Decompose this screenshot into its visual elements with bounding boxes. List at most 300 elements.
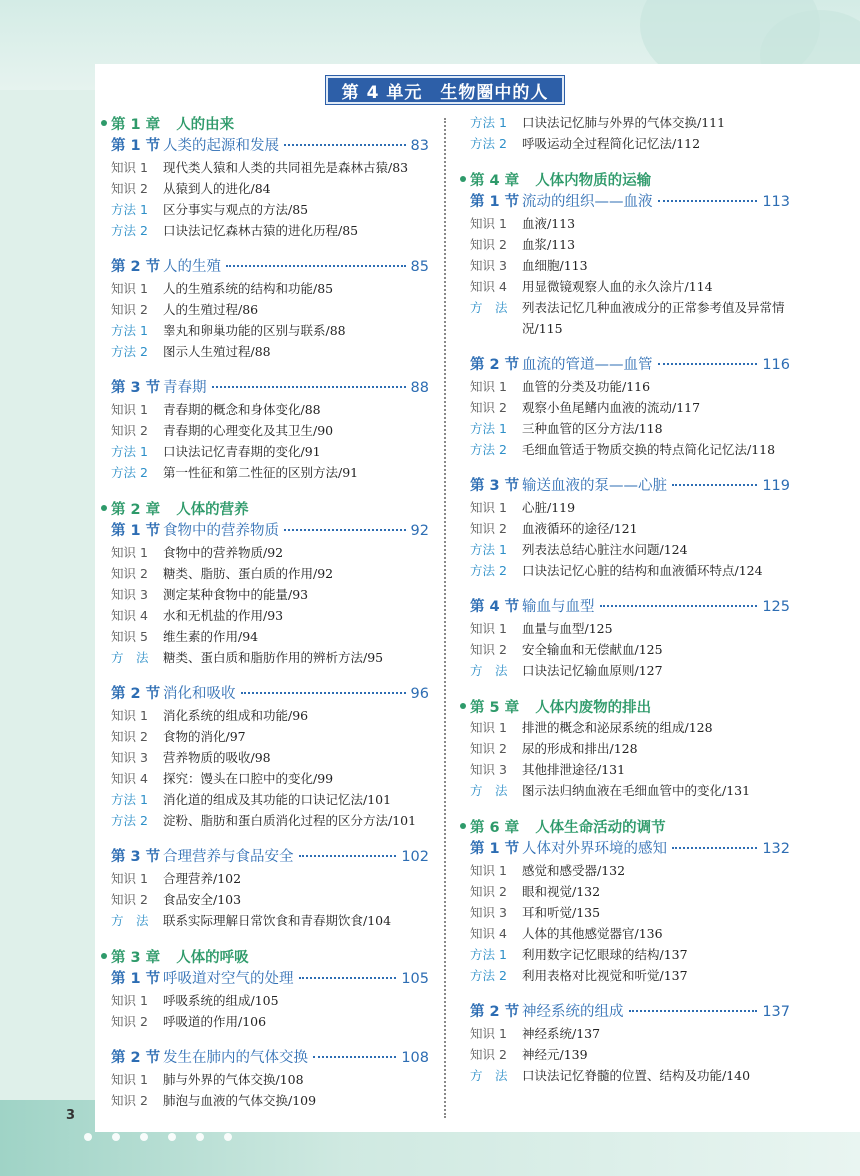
toc-item — [111, 157, 429, 178]
toc-item — [470, 439, 790, 460]
item-tag: 知识 2 — [111, 181, 148, 196]
toc-item — [470, 944, 790, 965]
item-tag: 知识 2 — [111, 729, 148, 744]
toc-item — [111, 747, 429, 768]
toc-item — [111, 299, 429, 320]
item-text: 血管的分类及功能/116 — [522, 379, 651, 394]
item-tag: 知识 1 — [111, 402, 148, 417]
section-heading — [111, 376, 429, 399]
chapter-title: 人体内物质的运输 — [535, 172, 652, 189]
chapter-heading — [101, 945, 429, 967]
section-page-number: 92 — [410, 523, 429, 539]
toc-item — [470, 234, 790, 255]
section-label: 第 1 节 — [470, 194, 520, 210]
item-text: 观察小鱼尾鳍内血液的流动/117 — [522, 400, 701, 415]
dot-leader — [672, 847, 757, 849]
toc-item — [470, 497, 790, 518]
item-tag: 知识 2 — [470, 400, 507, 415]
section-label: 第 1 节 — [111, 971, 161, 987]
toc-item — [111, 399, 429, 420]
item-tag: 知识 3 — [470, 762, 507, 777]
item-text: 食物中的营养物质/92 — [163, 545, 284, 560]
toc-item — [111, 626, 429, 647]
spacer — [470, 801, 790, 815]
item-text: 图示人生殖过程/88 — [163, 344, 271, 359]
item-tag: 方法 2 — [111, 465, 148, 480]
chapter-title: 人体生命活动的调节 — [535, 819, 666, 836]
item-tag: 方 法 — [470, 663, 508, 678]
item-tag: 方 法 — [470, 300, 508, 315]
spacer — [470, 581, 790, 595]
section-heading — [111, 1046, 429, 1069]
item-text: 尿的形成和排出/128 — [522, 741, 638, 756]
toc-item — [470, 539, 790, 560]
item-tag: 知识 2 — [470, 237, 507, 252]
section-page-number: 137 — [762, 1004, 790, 1020]
toc-item — [111, 889, 429, 910]
item-tag: 方 法 — [470, 1068, 508, 1083]
chapter-heading — [460, 695, 790, 717]
dot — [140, 1133, 148, 1141]
toc-item — [111, 605, 429, 626]
item-text: 血细胞/113 — [522, 258, 588, 273]
dot-leader — [600, 605, 758, 607]
dot — [84, 1133, 92, 1141]
dot-leader — [299, 855, 397, 857]
chapter-heading — [101, 112, 429, 134]
section-title: 发生在肺内的气体交换 — [163, 1050, 308, 1066]
item-tag: 知识 1 — [470, 720, 507, 735]
section-page-number: 96 — [410, 686, 429, 702]
section-title: 消化和吸收 — [163, 686, 236, 702]
section-page-number: 119 — [762, 478, 790, 494]
section-heading — [111, 845, 429, 868]
item-tag: 知识 4 — [111, 608, 148, 623]
item-text: 青春期的概念和身体变化/88 — [163, 402, 321, 417]
section-heading — [111, 519, 429, 542]
item-text: 口诀法记忆肺与外界的气体交换/111 — [522, 115, 726, 130]
item-text: 人的生殖系统的结构和功能/85 — [163, 281, 334, 296]
item-text: 测定某种食物中的能量/93 — [163, 587, 309, 602]
item-text: 排泄的概念和泌尿系统的组成/128 — [522, 720, 713, 735]
item-text: 呼吸道的作用/106 — [163, 1014, 267, 1029]
item-tag: 方法 1 — [470, 542, 507, 557]
chapter-heading — [460, 815, 790, 837]
toc-item — [470, 518, 790, 539]
section-page-number: 105 — [401, 971, 429, 987]
item-tag: 方法 1 — [470, 115, 507, 130]
spacer — [111, 362, 429, 376]
item-tag: 知识 4 — [470, 926, 507, 941]
item-text: 睾丸和卵巢功能的区别与联系/88 — [163, 323, 346, 338]
toc-item — [470, 780, 790, 801]
toc-item — [111, 420, 429, 441]
chapter-title: 人体的呼吸 — [176, 949, 249, 966]
section-heading — [111, 967, 429, 990]
dot-leader — [226, 265, 406, 267]
toc-item — [111, 910, 429, 931]
section-heading — [470, 837, 790, 860]
item-tag: 知识 1 — [470, 379, 507, 394]
item-tag: 知识 1 — [470, 500, 507, 515]
section-heading — [470, 190, 790, 213]
toc-item — [470, 276, 790, 297]
unit-title-banner: 第 4 单元 生物圈中的人 — [326, 76, 564, 104]
item-tag: 知识 1 — [470, 621, 507, 636]
section-title: 输血与血型 — [522, 599, 595, 615]
dot — [168, 1133, 176, 1141]
item-text: 血液/113 — [522, 216, 576, 231]
chapter-label: 第 2 章 — [111, 501, 161, 518]
item-tag: 方法 1 — [470, 947, 507, 962]
dot-leader — [284, 144, 406, 146]
item-text: 淀粉、脂肪和蛋白质消化过程的区分方法/101 — [163, 813, 417, 828]
toc-item — [470, 759, 790, 780]
item-tag: 方法 2 — [470, 442, 507, 457]
toc-item — [470, 923, 790, 944]
spacer — [470, 154, 790, 168]
toc-item — [111, 768, 429, 789]
toc-item — [470, 133, 790, 154]
item-text: 图示法归纳血液在毛细血管中的变化/131 — [522, 783, 751, 798]
dot — [224, 1133, 232, 1141]
section-title: 食物中的营养物质 — [163, 523, 279, 539]
item-tag: 方法 2 — [111, 344, 148, 359]
section-title: 人类的起源和发展 — [163, 138, 279, 154]
item-text: 毛细血管适于物质交换的特点简化记忆法/118 — [522, 442, 776, 457]
item-text: 呼吸运动全过程简化记忆法/112 — [522, 136, 701, 151]
item-text: 区分事实与观点的方法/85 — [163, 202, 309, 217]
section-heading — [111, 255, 429, 278]
toc-item — [470, 881, 790, 902]
item-tag: 知识 1 — [470, 863, 507, 878]
toc-item — [111, 726, 429, 747]
section-label: 第 2 节 — [470, 1004, 520, 1020]
section-title: 人体对外界环境的感知 — [522, 841, 667, 857]
dot — [112, 1133, 120, 1141]
section-page-number: 83 — [410, 138, 429, 154]
section-label: 第 1 节 — [111, 523, 161, 539]
section-heading — [470, 1000, 790, 1023]
dot-leader — [284, 529, 406, 531]
item-text: 神经系统/137 — [522, 1026, 601, 1041]
item-text: 人的生殖过程/86 — [163, 302, 259, 317]
item-text: 消化系统的组成和功能/96 — [163, 708, 309, 723]
item-tag: 方法 2 — [470, 968, 507, 983]
chapter-title: 人体的营养 — [176, 501, 249, 518]
bullet-icon — [101, 953, 107, 959]
toc-item — [111, 563, 429, 584]
section-title: 血流的管道——血管 — [522, 357, 653, 373]
item-text: 用显微镜观察人血的永久涂片/114 — [522, 279, 713, 294]
toc-item — [111, 278, 429, 299]
item-text: 三种血管的区分方法/118 — [522, 421, 663, 436]
toc-item — [111, 542, 429, 563]
item-tag: 知识 2 — [111, 423, 148, 438]
toc-item — [111, 1090, 429, 1111]
dot-leader — [658, 363, 758, 365]
toc-item — [111, 178, 429, 199]
spacer — [111, 241, 429, 255]
item-text: 青春期的心理变化及其卫生/90 — [163, 423, 334, 438]
toc-item — [470, 639, 790, 660]
toc-item — [470, 397, 790, 418]
section-page-number: 85 — [410, 259, 429, 275]
section-page-number: 108 — [401, 1050, 429, 1066]
item-tag: 知识 1 — [111, 871, 148, 886]
item-tag: 知识 3 — [111, 750, 148, 765]
section-heading — [111, 682, 429, 705]
item-tag: 知识 2 — [470, 1047, 507, 1062]
item-text: 口诀法记忆脊髓的位置、结构及功能/140 — [522, 1068, 751, 1083]
item-text: 人体的其他感觉器官/136 — [522, 926, 663, 941]
item-tag: 方 法 — [111, 650, 149, 665]
toc-item — [470, 965, 790, 986]
item-text: 食品安全/103 — [163, 892, 242, 907]
spacer — [111, 483, 429, 497]
item-tag: 知识 1 — [470, 216, 507, 231]
item-text: 血量与血型/125 — [522, 621, 613, 636]
section-title: 合理营养与食品安全 — [163, 849, 294, 865]
section-label: 第 3 节 — [111, 849, 161, 865]
chapter-title: 人体内废物的排出 — [535, 699, 652, 716]
item-tag: 知识 3 — [111, 587, 148, 602]
section-title: 呼吸道对空气的处理 — [163, 971, 294, 987]
toc-item — [470, 738, 790, 759]
dot-leader — [241, 692, 406, 694]
chapter-label: 第 5 章 — [470, 699, 520, 716]
item-text: 血浆/113 — [522, 237, 576, 252]
decorative-dots — [84, 1133, 232, 1141]
item-text: 口诀法记忆心脏的结构和血液循环特点/124 — [522, 563, 763, 578]
item-tag: 方法 1 — [111, 323, 148, 338]
section-page-number: 113 — [762, 194, 790, 210]
section-title: 输送血液的泵——心脏 — [522, 478, 667, 494]
toc-item — [111, 320, 429, 341]
toc-item — [111, 990, 429, 1011]
item-tag: 知识 2 — [470, 741, 507, 756]
item-tag: 知识 3 — [470, 905, 507, 920]
toc-item — [470, 1065, 790, 1086]
section-heading — [470, 595, 790, 618]
section-label: 第 2 节 — [111, 686, 161, 702]
section-label: 第 1 节 — [111, 138, 161, 154]
item-tag: 知识 2 — [470, 884, 507, 899]
item-text: 感觉和感受器/132 — [522, 863, 626, 878]
item-tag: 知识 4 — [111, 771, 148, 786]
spacer — [111, 931, 429, 945]
item-tag: 知识 2 — [111, 1093, 148, 1108]
item-tag: 知识 1 — [111, 160, 148, 175]
section-label: 第 2 节 — [111, 259, 161, 275]
section-title: 流动的组织——血液 — [522, 194, 653, 210]
item-text: 耳和听觉/135 — [522, 905, 601, 920]
section-page-number: 88 — [410, 380, 429, 396]
dot-leader — [313, 1056, 396, 1058]
item-text: 食物的消化/97 — [163, 729, 246, 744]
item-tag: 知识 3 — [470, 258, 507, 273]
item-text: 消化道的组成及其功能的口诀记忆法/101 — [163, 792, 392, 807]
chapter-label: 第 4 章 — [470, 172, 520, 189]
item-text: 合理营养/102 — [163, 871, 242, 886]
section-heading — [111, 134, 429, 157]
toc-item — [470, 618, 790, 639]
section-label: 第 4 节 — [470, 599, 520, 615]
bullet-icon — [460, 823, 466, 829]
toc-item — [470, 112, 790, 133]
item-text: 维生素的作用/94 — [163, 629, 259, 644]
item-tag: 方法 2 — [470, 563, 507, 578]
item-text: 血液循环的途径/121 — [522, 521, 638, 536]
toc-item — [111, 584, 429, 605]
dot-leader — [658, 200, 758, 202]
item-text: 利用表格对比视觉和听觉/137 — [522, 968, 688, 983]
dot — [196, 1133, 204, 1141]
page-number: 3 — [66, 1108, 76, 1123]
toc-item — [470, 376, 790, 397]
item-text: 水和无机盐的作用/93 — [163, 608, 284, 623]
chapter-heading — [101, 497, 429, 519]
item-text: 探究：馒头在口腔中的变化/99 — [163, 771, 334, 786]
item-tag: 方法 2 — [470, 136, 507, 151]
item-text: 第一性征和第二性征的区别方法/91 — [163, 465, 359, 480]
toc-item — [470, 660, 790, 681]
item-text: 联系实际理解日常饮食和青春期饮食/104 — [163, 913, 392, 928]
item-tag: 知识 1 — [111, 1072, 148, 1087]
item-text: 列表法总结心脏注水问题/124 — [522, 542, 688, 557]
toc-item — [111, 199, 429, 220]
item-text: 肺与外界的气体交换/108 — [163, 1072, 304, 1087]
toc-item — [111, 647, 429, 668]
item-tag: 方 法 — [111, 913, 149, 928]
section-label: 第 1 节 — [470, 841, 520, 857]
spacer — [470, 681, 790, 695]
item-tag: 方法 1 — [111, 444, 148, 459]
toc-item — [111, 868, 429, 889]
item-text: 呼吸系统的组成/105 — [163, 993, 279, 1008]
item-tag: 知识 1 — [111, 708, 148, 723]
item-tag: 方法 1 — [111, 792, 148, 807]
item-tag: 知识 1 — [111, 993, 148, 1008]
item-tag: 知识 2 — [111, 566, 148, 581]
item-text: 营养物质的吸收/98 — [163, 750, 271, 765]
toc-item — [111, 705, 429, 726]
section-label: 第 2 节 — [470, 357, 520, 373]
item-tag: 知识 2 — [111, 302, 148, 317]
item-text: 利用数字记忆眼球的结构/137 — [522, 947, 688, 962]
spacer — [111, 1032, 429, 1046]
toc-item — [111, 789, 429, 810]
spacer — [470, 986, 790, 1000]
item-tag: 方法 2 — [111, 813, 148, 828]
toc-left-column — [111, 112, 429, 1111]
toc-item — [111, 341, 429, 362]
spacer — [111, 831, 429, 845]
section-page-number: 125 — [762, 599, 790, 615]
item-text: 神经元/139 — [522, 1047, 588, 1062]
bullet-icon — [460, 176, 466, 182]
item-text: 从猿到人的进化/84 — [163, 181, 271, 196]
toc-item — [470, 560, 790, 581]
section-label: 第 3 节 — [470, 478, 520, 494]
chapter-label: 第 1 章 — [111, 116, 161, 133]
section-page-number: 116 — [762, 357, 790, 373]
chapter-heading — [460, 168, 790, 190]
item-text: 糖类、脂肪、蛋白质的作用/92 — [163, 566, 334, 581]
section-page-number: 102 — [401, 849, 429, 865]
item-tag: 知识 1 — [470, 1026, 507, 1041]
section-title: 人的生殖 — [163, 259, 221, 275]
item-tag: 知识 2 — [470, 521, 507, 536]
section-heading — [470, 474, 790, 497]
dot-leader — [299, 977, 397, 979]
item-tag: 知识 2 — [111, 892, 148, 907]
item-tag: 知识 1 — [111, 281, 148, 296]
item-text: 肺泡与血液的气体交换/109 — [163, 1093, 317, 1108]
spacer — [111, 668, 429, 682]
item-text: 列表法记忆几种血液成分的正常参考值及异常情况/115 — [522, 300, 785, 336]
section-label: 第 2 节 — [111, 1050, 161, 1066]
chapter-title: 人的由来 — [176, 116, 235, 133]
toc-item — [111, 1069, 429, 1090]
item-tag: 方法 1 — [470, 421, 507, 436]
toc-item — [470, 717, 790, 738]
toc-item — [470, 1044, 790, 1065]
item-text: 现代类人猿和人类的共同祖先是森林古猿/83 — [163, 160, 409, 175]
item-tag: 知识 4 — [470, 279, 507, 294]
item-tag: 知识 5 — [111, 629, 148, 644]
toc-item — [111, 220, 429, 241]
section-heading — [470, 353, 790, 376]
chapter-label: 第 3 章 — [111, 949, 161, 966]
toc-right-column — [470, 112, 790, 1086]
dot-leader — [672, 484, 757, 486]
section-page-number: 132 — [762, 841, 790, 857]
spacer — [470, 339, 790, 353]
item-tag: 知识 2 — [470, 642, 507, 657]
item-tag: 方法 2 — [111, 223, 148, 238]
item-text: 眼和视觉/132 — [522, 884, 601, 899]
item-text: 口诀法记忆输血原则/127 — [522, 663, 663, 678]
item-text: 其他排泄途径/131 — [522, 762, 626, 777]
spacer — [470, 460, 790, 474]
item-tag: 知识 1 — [111, 545, 148, 560]
bullet-icon — [101, 505, 107, 511]
item-text: 口诀法记忆青春期的变化/91 — [163, 444, 321, 459]
toc-item — [470, 418, 790, 439]
section-label: 第 3 节 — [111, 380, 161, 396]
item-text: 安全输血和无偿献血/125 — [522, 642, 663, 657]
item-tag: 知识 2 — [111, 1014, 148, 1029]
toc-item — [470, 1023, 790, 1044]
toc-item — [111, 1011, 429, 1032]
item-text: 糖类、蛋白质和脂肪作用的辨析方法/95 — [163, 650, 384, 665]
toc-item — [470, 297, 790, 339]
item-tag: 方 法 — [470, 783, 508, 798]
toc-item — [111, 810, 429, 831]
item-text: 口诀法记忆森林古猿的进化历程/85 — [163, 223, 359, 238]
toc-item — [111, 462, 429, 483]
bullet-icon — [101, 120, 107, 126]
toc-item — [470, 860, 790, 881]
item-text: 心脏/119 — [522, 500, 576, 515]
toc-item — [470, 213, 790, 234]
item-tag: 方法 1 — [111, 202, 148, 217]
section-title: 青春期 — [163, 380, 207, 396]
column-divider — [444, 118, 446, 1118]
dot-leader — [212, 386, 406, 388]
chapter-label: 第 6 章 — [470, 819, 520, 836]
